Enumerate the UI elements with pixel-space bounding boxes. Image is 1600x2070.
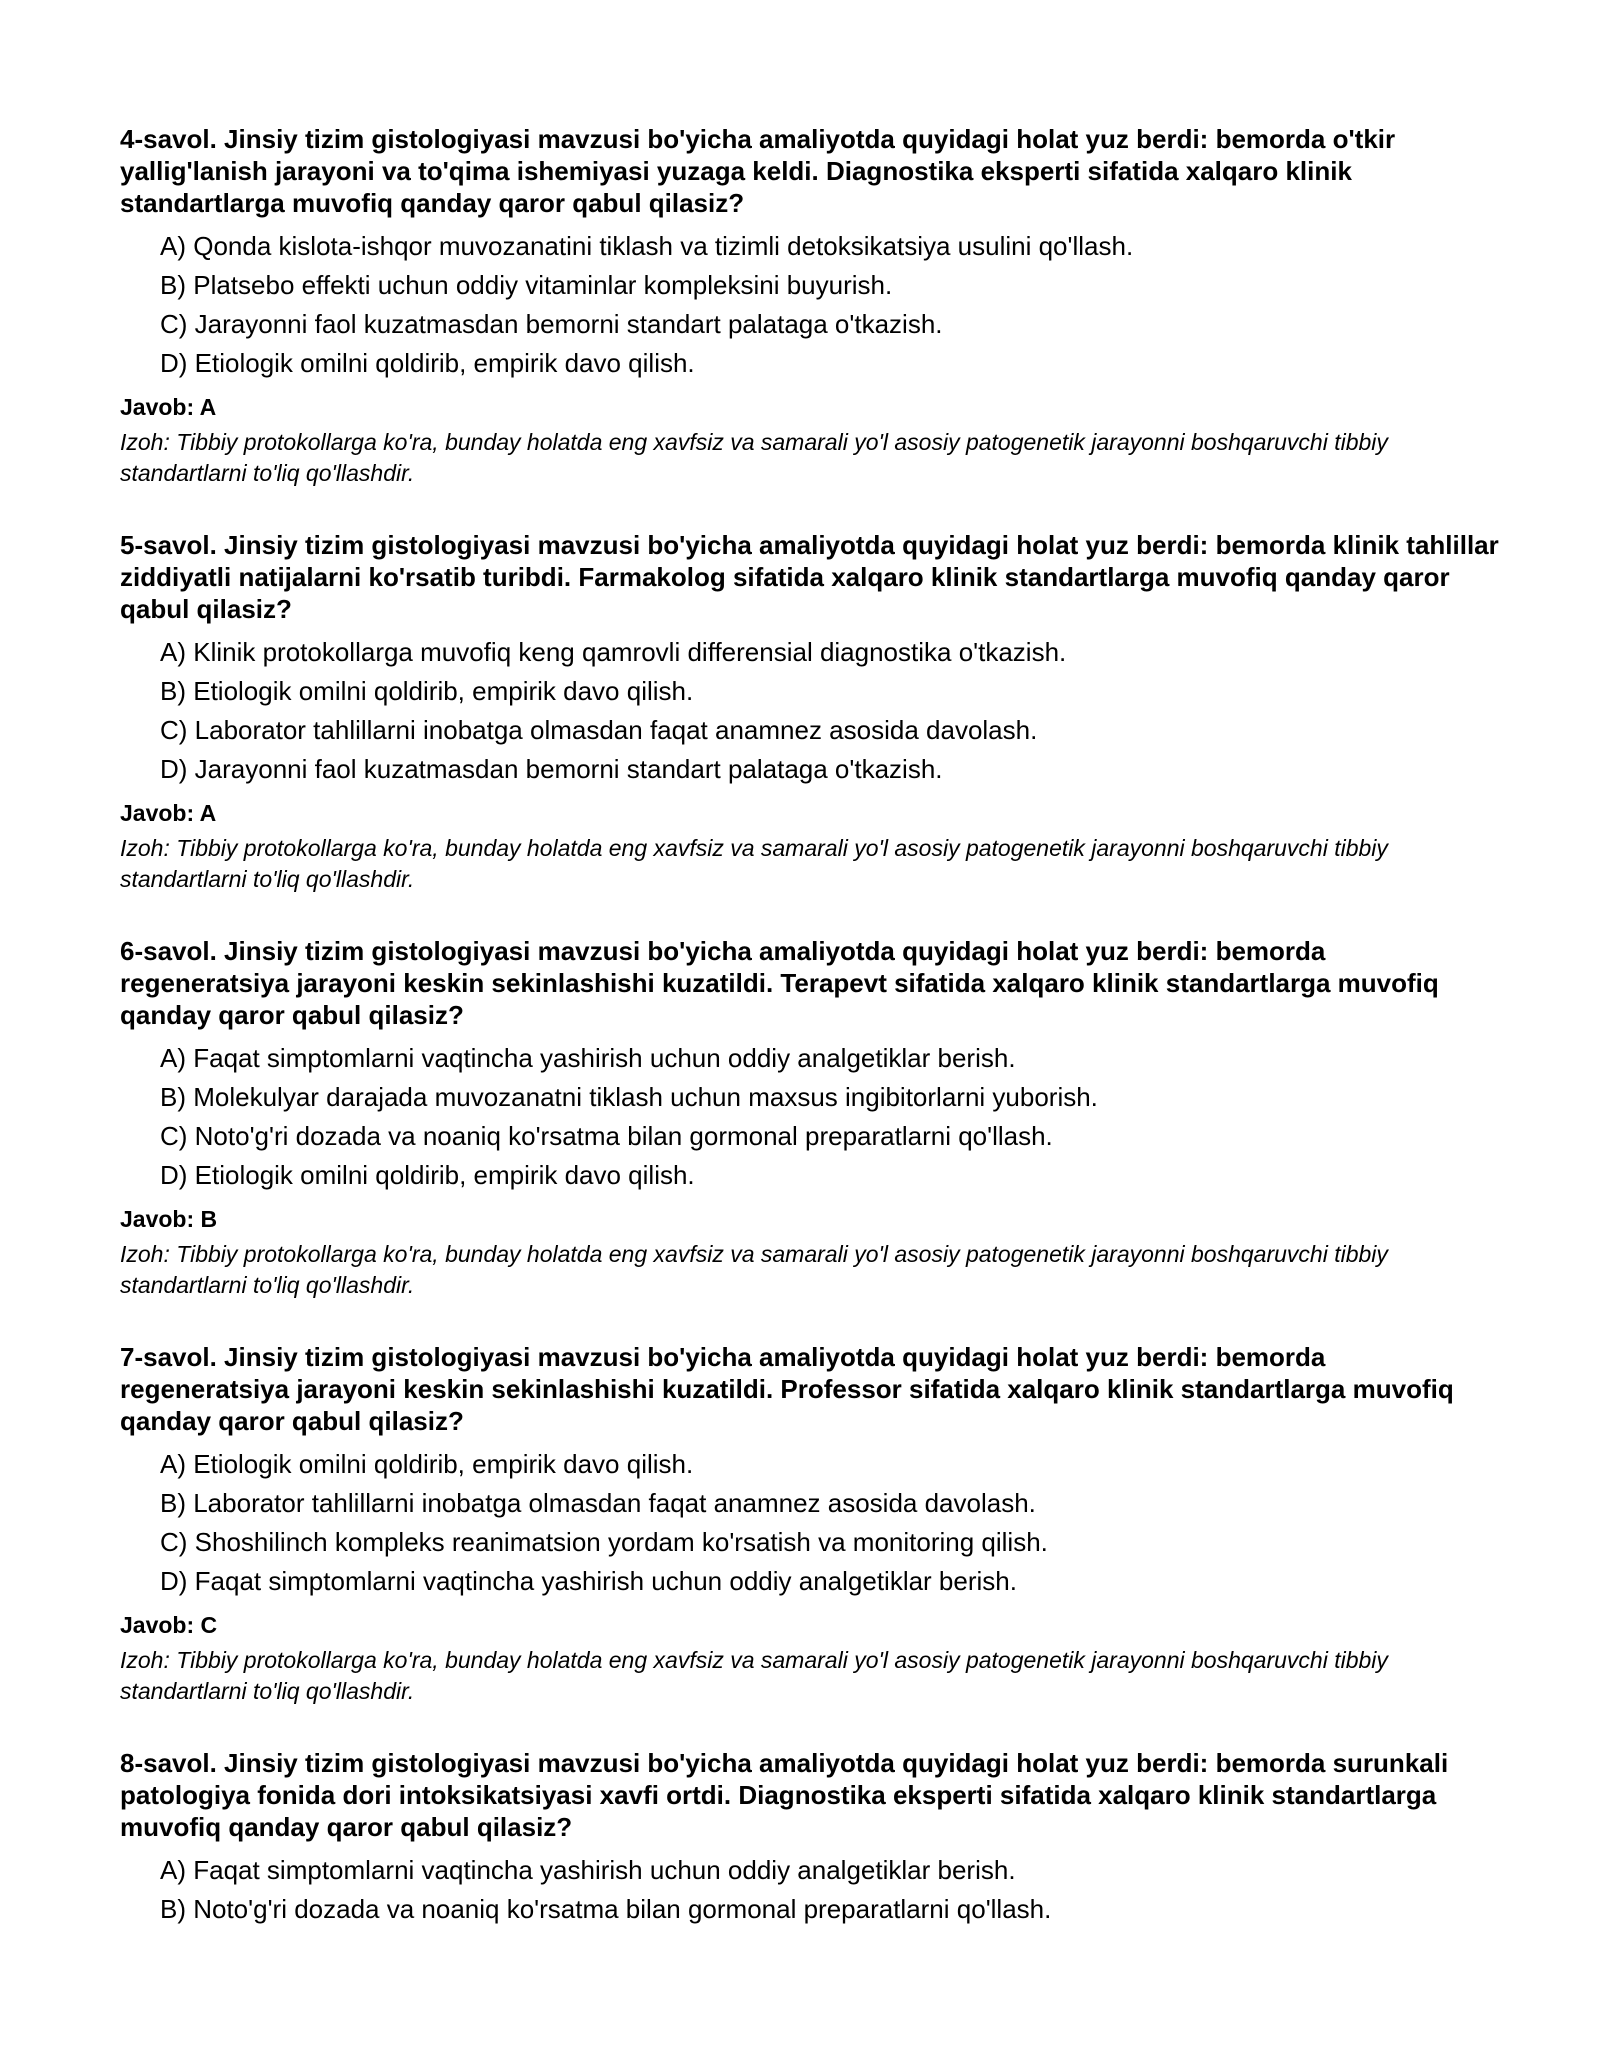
option-item: A) Faqat simptomlarni vaqtincha yashirish uchun oddiy analgetiklar berish.: [160, 1855, 1016, 1885]
option-list: [120, 1851, 1500, 1929]
question-title: 5-savol. Jinsiy tizim gistologiyasi mavzusi bo'yicha amaliyotda quyidagi holat yuz berdi: bemorda klinik tahlillar ziddiyatli natijalarni ko'rsatib turibdi. Farmakolog sifatida xalqaro klinik standartlarga muvofiq qanday qaror qabul qilasiz?: [120, 530, 1499, 624]
option-item: B) Etiologik omilni qoldirib, empirik davo qilish.: [160, 676, 694, 706]
document-page: [120, 123, 1500, 1969]
explanation-note: Izoh: Tibbiy protokollarga ko'ra, bunday holatda eng xavfsiz va samarali yo'l asosiy patogenetik jarayonni boshqaruvchi tibbiy standartlarni to'liq qo'llashdir.: [120, 1647, 1388, 1704]
option-list: [120, 1039, 1500, 1195]
answer-line: Javob: B: [120, 1206, 218, 1232]
option-list: [120, 1445, 1500, 1601]
answer-line: Javob: C: [120, 1612, 218, 1638]
option-item: A) Faqat simptomlarni vaqtincha yashirish uchun oddiy analgetiklar berish.: [160, 1043, 1016, 1073]
option-item: C) Noto'g'ri dozada va noaniq ko'rsatma bilan gormonal preparatlarni qo'llash.: [160, 1121, 1053, 1151]
question-title: 4-savol. Jinsiy tizim gistologiyasi mavzusi bo'yicha amaliyotda quyidagi holat yuz berdi: bemorda o'tkir yallig'lanish jarayoni va to'qima ishemiyasi yuzaga keldi. Diagnostika eksperti sifatida xalqaro klinik standartlarga muvofiq qanday qaror qabul qilasiz?: [120, 124, 1396, 218]
explanation-note: Izoh: Tibbiy protokollarga ko'ra, bunday holatda eng xavfsiz va samarali yo'l asosiy patogenetik jarayonni boshqaruvchi tibbiy standartlarni to'liq qo'llashdir.: [120, 835, 1388, 892]
option-item: B) Laborator tahlillarni inobatga olmasdan faqat anamnez asosida davolash.: [160, 1488, 1036, 1518]
option-item: D) Faqat simptomlarni vaqtincha yashirish uchun oddiy analgetiklar berish.: [160, 1566, 1017, 1596]
option-item: B) Noto'g'ri dozada va noaniq ko'rsatma bilan gormonal preparatlarni qo'llash.: [160, 1894, 1052, 1924]
option-item: A) Etiologik omilni qoldirib, empirik davo qilish.: [160, 1449, 694, 1479]
question-title: 7-savol. Jinsiy tizim gistologiyasi mavzusi bo'yicha amaliyotda quyidagi holat yuz berdi: bemorda regeneratsiya jarayoni keskin sekinlashishi kuzatildi. Professor sifatida xalqaro klinik standartlarga muvofiq qanday qaror qabul qilasiz?: [120, 1342, 1454, 1436]
option-item: D) Etiologik omilni qoldirib, empirik davo qilish.: [160, 348, 695, 378]
option-item: C) Jarayonni faol kuzatmasdan bemorni standart palataga o'tkazish.: [160, 309, 943, 339]
question-title: 6-savol. Jinsiy tizim gistologiyasi mavzusi bo'yicha amaliyotda quyidagi holat yuz berdi: bemorda regeneratsiya jarayoni keskin sekinlashishi kuzatildi. Terapevt sifatida xalqaro klinik standartlarga muvofiq qanday qaror qabul qilasiz?: [120, 936, 1439, 1030]
option-list: [120, 633, 1500, 789]
option-item: B) Platsebo effekti uchun oddiy vitaminlar kompleksini buyurish.: [160, 270, 893, 300]
option-item: A) Klinik protokollarga muvofiq keng qamrovli differensial diagnostika o'tkazish.: [160, 637, 1067, 667]
option-item: B) Molekulyar darajada muvozanatni tiklash uchun maxsus ingibitorlarni yuborish.: [160, 1082, 1098, 1112]
answer-line: Javob: A: [120, 800, 217, 826]
option-list: [120, 227, 1500, 383]
explanation-note: Izoh: Tibbiy protokollarga ko'ra, bunday holatda eng xavfsiz va samarali yo'l asosiy patogenetik jarayonni boshqaruvchi tibbiy standartlarni to'liq qo'llashdir.: [120, 1241, 1388, 1298]
option-item: A) Qonda kislota-ishqor muvozanatini tiklash va tizimli detoksikatsiya usulini qo'llash.: [160, 231, 1134, 261]
question-title: 8-savol. Jinsiy tizim gistologiyasi mavzusi bo'yicha amaliyotda quyidagi holat yuz berdi: bemorda surunkali patologiya fonida dori intoksikatsiyasi xavfi ortdi. Diagnostika eksperti sifatida xalqaro klinik standartlarga muvofiq qanday qaror qabul qilasiz?: [120, 1748, 1449, 1842]
option-item: D) Jarayonni faol kuzatmasdan bemorni standart palataga o'tkazish.: [160, 754, 943, 784]
question-block: [120, 935, 1500, 1301]
question-block: [120, 123, 1500, 489]
question-block: [120, 1341, 1500, 1707]
explanation-note: Izoh: Tibbiy protokollarga ko'ra, bunday holatda eng xavfsiz va samarali yo'l asosiy patogenetik jarayonni boshqaruvchi tibbiy standartlarni to'liq qo'llashdir.: [120, 429, 1388, 486]
question-block: [120, 1747, 1500, 1929]
question-block: [120, 529, 1500, 895]
answer-line: Javob: A: [120, 394, 217, 420]
option-item: C) Laborator tahlillarni inobatga olmasdan faqat anamnez asosida davolash.: [160, 715, 1038, 745]
option-item: C) Shoshilinch kompleks reanimatsion yordam ko'rsatish va monitoring qilish.: [160, 1527, 1048, 1557]
option-item: D) Etiologik omilni qoldirib, empirik davo qilish.: [160, 1160, 695, 1190]
